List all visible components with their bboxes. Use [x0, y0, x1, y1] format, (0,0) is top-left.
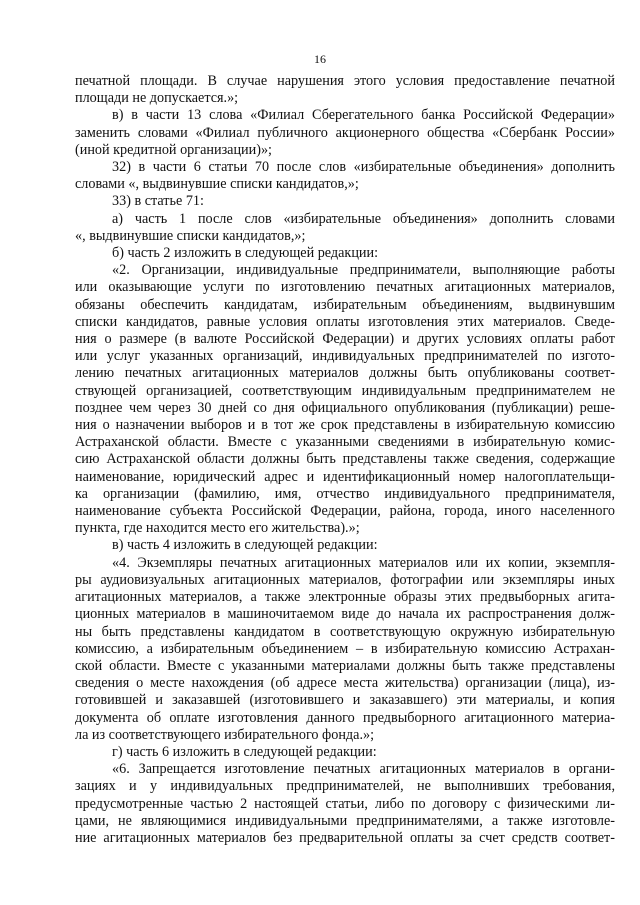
- text-line: лению печатных агитационных материалов должны быть опубликованы соответ-: [75, 365, 615, 382]
- text-line: цами, не являющимися индивидуальными предпринимателями, а также изготовле-: [75, 812, 615, 829]
- text-line: или оказывающие услуги по изготовлению печатных агитационных материалов,: [75, 279, 615, 296]
- text-line: ционных материалов в машиночитаемом виде до начала их распространения долж-: [75, 606, 615, 623]
- text-line: наименование, юридический адрес и идентификационный номер налогоплательщи-: [75, 468, 615, 485]
- text-line: документа об оплате изготовления данного предвыборного агитационного материа-: [75, 709, 615, 726]
- text-line: готовившей и заказавшей (изготовившего и заказавшего) эти материалы, и копия: [75, 692, 615, 709]
- text-line: в) часть 4 изложить в следующей редакции:: [112, 537, 378, 554]
- text-line: г) часть 6 изложить в следующей редакции:: [112, 743, 377, 760]
- text-line: сведения о месте нахождения (об адресе места жительства) организации (лица), из-: [75, 675, 615, 692]
- text-line: позднее чем через 30 дней со дня официального опубликования (публикации) реше-: [75, 399, 615, 416]
- text-line: ка организации (фамилию, имя, отчество индивидуального предпринимателя,: [75, 485, 615, 502]
- text-line: агитационных материалов, а также электронные образы этих предвыборных агита-: [75, 589, 615, 606]
- text-line: «2. Организации, индивидуальные предприниматели, выполняющие работы: [112, 262, 615, 279]
- text-line: «, выдвинувшие списки кандидатов,»;: [75, 227, 306, 244]
- text-line: (иной кредитной организации)»;: [75, 141, 273, 158]
- page-number: 16: [314, 52, 326, 66]
- text-line: или услуг указанных организаций, индивидуальных предпринимателей по изгото-: [75, 348, 615, 365]
- text-line: печатной площади. В случае нарушения этого условия предоставление печатной: [75, 73, 615, 89]
- text-line: а) часть 1 после слов «избирательные объединения» дополнить словами: [112, 210, 615, 227]
- text-line: зациях и у индивидуальных предпринимателей, не выполнивших требования,: [75, 778, 615, 795]
- text-line: Астраханской области. Вместе с указанными сведениями в избирательную комис-: [75, 434, 615, 451]
- text-line: заменить словами «Филиал публичного акционерного общества «Сбербанк России»: [75, 124, 615, 141]
- text-line: ны быть представлены кандидатом в соответствующую окружную избирательную: [75, 623, 615, 640]
- text-line: б) часть 2 изложить в следующей редакции:: [112, 245, 379, 262]
- text-line: 32) в части 6 статьи 70 после слов «избирательные объединения» дополнить: [112, 159, 615, 176]
- text-line: 33) в статье 71:: [112, 193, 204, 210]
- text-line: площади не допускается.»;: [75, 90, 239, 107]
- document-body: [75, 73, 615, 847]
- text-line: обязаны обеспечить кандидатам, избирательным объединениям, выдвинувшим: [75, 296, 615, 313]
- text-line: «4. Экземпляры печатных агитационных материалов или их копии, экземпля-: [112, 554, 615, 571]
- text-line: ние агитационных материалов без предварительной оплаты за счет средств соответ-: [75, 829, 615, 846]
- text-line: ла из соответствующего избирательного фонда.»;: [75, 726, 375, 743]
- text-line: ствующей организацией, соответствующим индивидуальным предпринимателем не: [75, 382, 615, 399]
- text-line: ры аудиовизуальных агитационных материалов, фотографии или экземпляры иных: [75, 571, 615, 588]
- text-line: предусмотренные частью 2 настоящей статьи, либо по договору с физическими ли-: [75, 795, 615, 812]
- text-line: словами «, выдвинувшие списки кандидатов,»;: [75, 176, 359, 193]
- text-line: комиссию, а избирательным объединением – в избирательную комиссию Астрахан-: [75, 640, 615, 657]
- text-line: «6. Запрещается изготовление печатных агитационных материалов в органи-: [112, 761, 615, 778]
- text-line: сию Астраханской области должны быть представлены также сведения, содержащие: [75, 451, 615, 468]
- text-line: в) в части 13 слова «Филиал Сберегательного банка Российской Федерации»: [112, 107, 615, 124]
- text-line: наименование субъекта Российской Федерации, района, города, иного населенного: [75, 503, 615, 520]
- text-line: ния о назначении выборов и в тот же срок представлены в избирательную комиссию: [75, 417, 615, 434]
- text-line: пункта, где находится место его жительства).»;: [75, 520, 360, 537]
- text-line: ской области. Вместе с указанными материалами должны быть также представлены: [75, 657, 615, 674]
- text-line: списки кандидатов, равные условия оплаты изготовления этих материалов. Сведе-: [75, 313, 615, 330]
- text-line: ния о размере (в валюте Российской Федерации) и других условиях оплаты работ: [75, 331, 615, 348]
